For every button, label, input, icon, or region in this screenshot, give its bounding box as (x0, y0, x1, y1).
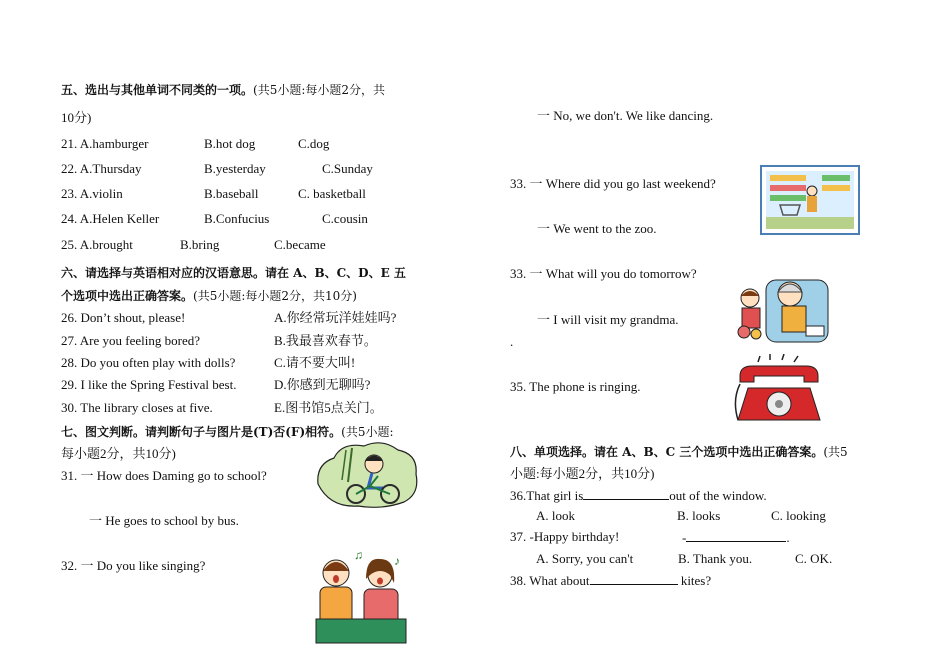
q30: 30. The library closes at five. (61, 400, 213, 415)
q21: 21. A.hamburger (61, 136, 149, 151)
q26-option: A.你经常玩洋娃娃吗? (274, 310, 397, 325)
q29-option: D.你感到无聊吗? (274, 377, 371, 392)
q26: 26. Don’t shout, please! (61, 310, 186, 325)
q27: 27. Are you feeling bored? (61, 333, 200, 348)
section7-heading: 七、图文判断。请判断句子与图片是(T)否(F)相符。(共5小题: (61, 425, 394, 439)
q38-blank[interactable] (590, 572, 678, 585)
q37: 37. -Happy birthday! (510, 529, 620, 544)
q32-answer: 一 No, we don't. We like dancing. (537, 108, 714, 123)
q28: 28. Do you often play with dolls? (61, 355, 236, 370)
q30-option: E.图书馆5点关门。 (274, 400, 383, 415)
q23-b: B.baseball (204, 186, 259, 201)
q25-b: B.bring (180, 237, 220, 252)
q24-c: C.cousin (322, 211, 368, 226)
svg-text:♫: ♫ (354, 548, 363, 562)
q37-option-b: B. Thank you. (678, 551, 753, 566)
q24: 24. A.Helen Keller (61, 211, 160, 226)
section6-heading2: 个选项中选出正确答案。(共5小题:每小题2分，共10分) (61, 289, 357, 303)
q32-question: 32. 一 Do you like singing? (61, 558, 206, 573)
cycling-boy-picture (312, 436, 424, 512)
q31-question: 31. 一 How does Daming go to school? (61, 468, 267, 483)
q23-c: C. basketball (298, 186, 366, 201)
section5-note: 10分) (61, 110, 92, 125)
grandma-visit-picture (730, 272, 832, 348)
q36-option-c: C. looking (771, 508, 826, 523)
q37-option-c: C. OK. (795, 551, 833, 566)
q33-answer: 一 We went to the zoo. (537, 221, 657, 236)
section8-note: 小题:每小题2分，共10分) (510, 466, 655, 481)
supermarket-picture (760, 165, 860, 235)
section8-heading: 八、单项选择。请在 A、B、C 三个选项中选出正确答案。(共5 (510, 445, 848, 459)
q37-response: - . (682, 530, 790, 545)
stray-dot: . (510, 334, 514, 349)
q27-option: B.我最喜欢春节。 (274, 333, 377, 348)
q35: 35. The phone is ringing. (510, 379, 641, 394)
q31-answer: 一 He goes to school by bus. (89, 513, 239, 528)
section5-heading: 五、选出与其他单词不同类的一项。(共5小题:每小题2分，共 (61, 83, 386, 97)
singing-children-picture (306, 545, 412, 645)
q36-blank[interactable] (583, 487, 669, 500)
q21-c: C.dog (298, 136, 330, 151)
telephone-picture (734, 354, 826, 428)
q36-option-b: B. looks (677, 508, 721, 523)
section7-note: 每小题2分，共10分) (61, 446, 176, 461)
q37-blank[interactable] (686, 529, 786, 542)
section6-heading: 六、请选择与英语相对应的汉语意思。请在 A、B、C、D、E 五 (61, 266, 406, 280)
q34-question: 33. 一 What will you do tomorrow? (510, 266, 697, 281)
q25-c: C.became (274, 237, 326, 252)
q36-option-a: A. look (536, 508, 575, 523)
q24-b: B.Confucius (204, 211, 270, 226)
q34-answer: 一 I will visit my grandma. (537, 312, 679, 327)
q36: 36.That girl is out of the window. (510, 488, 767, 503)
q22-b: B.yesterday (204, 161, 266, 176)
q28-option: C.请不要大叫! (274, 355, 356, 370)
q21-b: B.hot dog (204, 136, 256, 151)
q25: 25. A.brought (61, 237, 133, 252)
svg-text:♪: ♪ (394, 554, 400, 568)
q38: 38. What about kites? (510, 573, 712, 588)
q23: 23. A.violin (61, 186, 123, 201)
q22: 22. A.Thursday (61, 161, 142, 176)
q22-c: C.Sunday (322, 161, 373, 176)
q37-option-a: A. Sorry, you can't (536, 551, 634, 566)
q29: 29. I like the Spring Festival best. (61, 377, 237, 392)
q33-question: 33. 一 Where did you go last weekend? (510, 176, 716, 191)
